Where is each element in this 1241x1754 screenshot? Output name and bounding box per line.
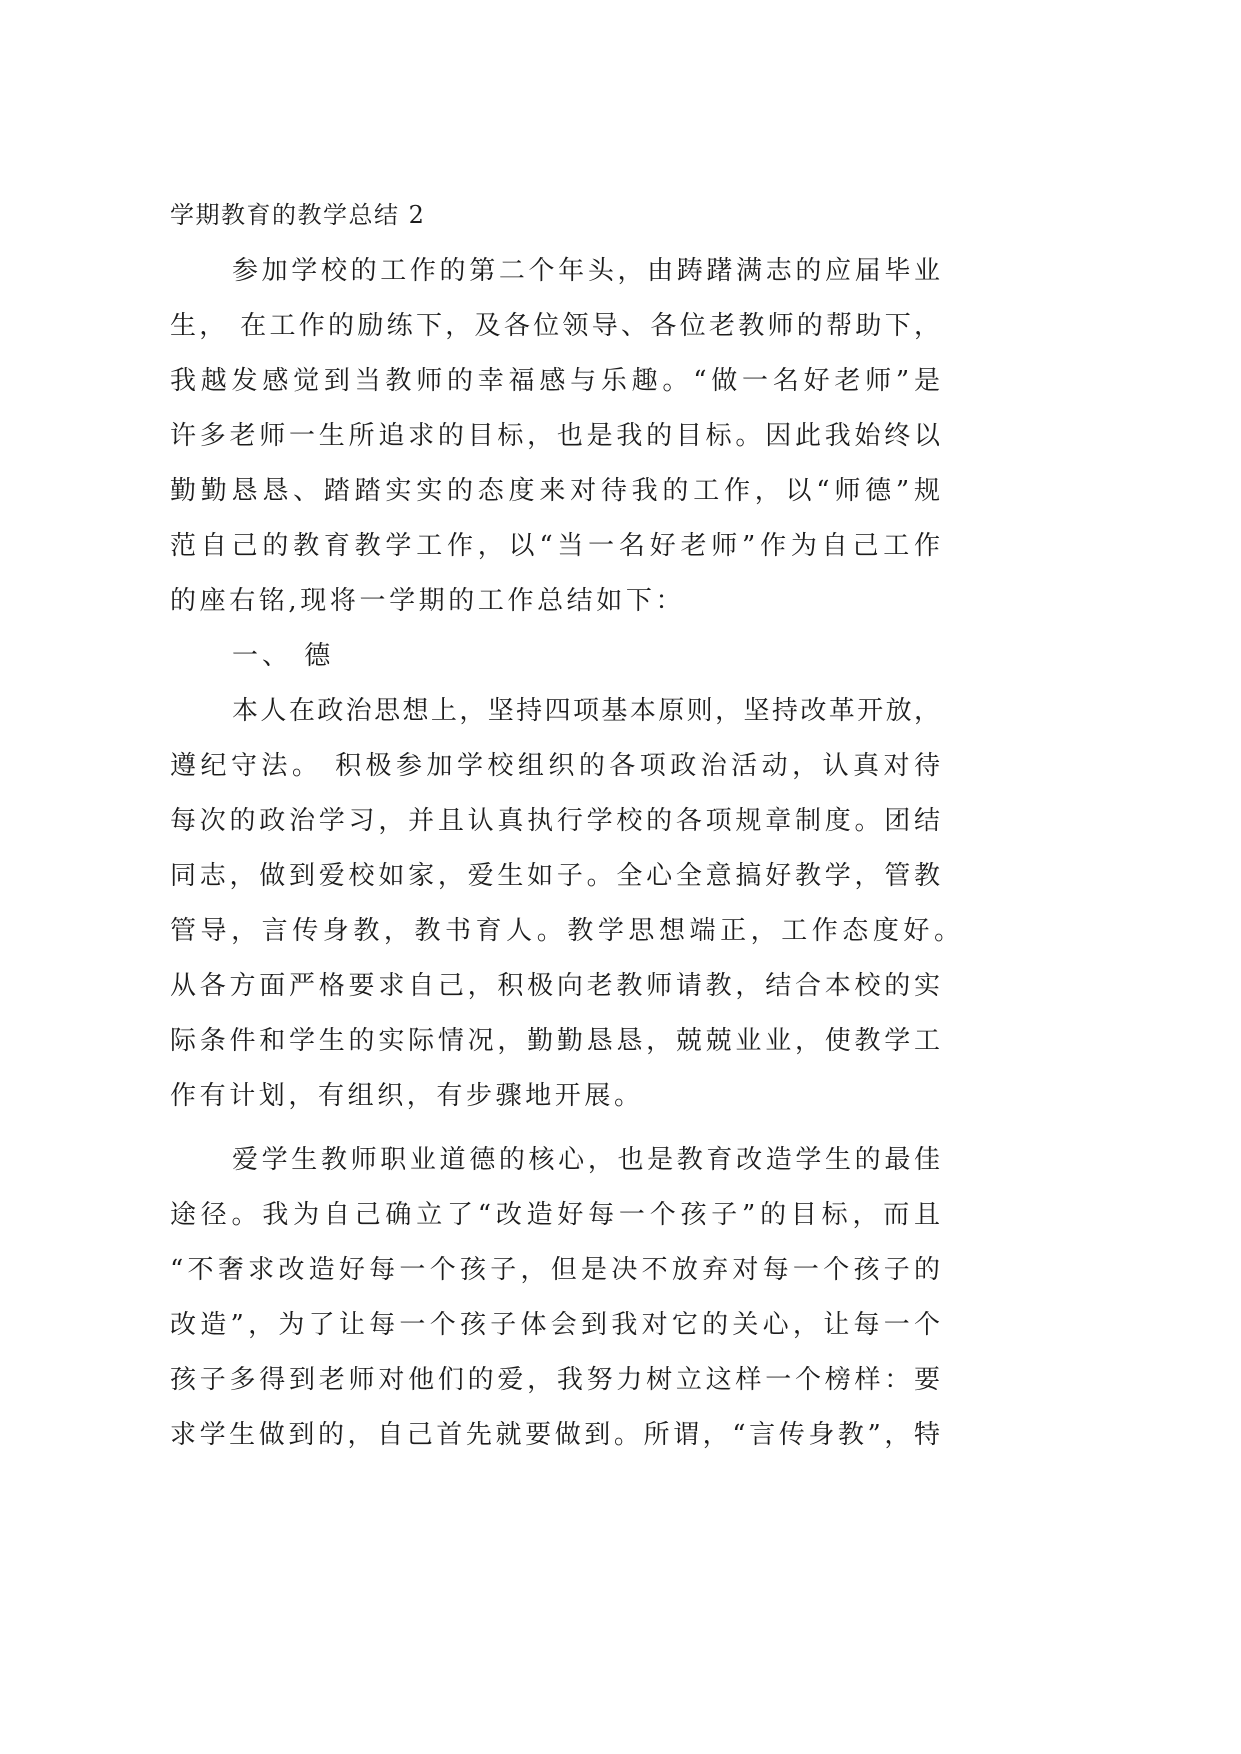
body-line: 作有计划，有组织，有步骤地开展。 [170, 1081, 644, 1111]
body-line: 爱学生教师职业道德的核心，也是教育改造学生的最佳 [232, 1145, 940, 1175]
body-line: 本人在政治思想上，坚持四项基本原则，坚持改革开放， [232, 696, 940, 726]
body-line: 的座右铭,现将一学期的工作总结如下： [170, 586, 686, 616]
body-line: 勤勤恳恳、踏踏实实的态度来对待我的工作，以“师德”规 [170, 476, 940, 506]
body-line: 际条件和学生的实际情况，勤勤恳恳，兢兢业业，使教学工 [170, 1026, 940, 1056]
body-line: “不奢求改造好每一个孩子，但是决不放弃对每一个孩子的 [170, 1255, 940, 1285]
body-line: 生， 在工作的励练下，及各位领导、各位老教师的帮助下， [170, 311, 940, 341]
document-title: 学期教育的教学总结 2 [170, 201, 426, 229]
body-line: 我越发感觉到当教师的幸福感与乐趣。“做一名好老师”是 [170, 366, 940, 396]
section-heading: 一、 德 [232, 641, 335, 671]
body-line: 范自己的教育教学工作，以“当一名好老师”作为自己工作 [170, 531, 940, 561]
body-line: 求学生做到的，自己首先就要做到。所谓，“言传身教”，特 [170, 1420, 940, 1450]
body-line: 改造”，为了让每一个孩子体会到我对它的关心，让每一个 [170, 1310, 940, 1340]
body-line: 许多老师一生所追求的目标，也是我的目标。因此我始终以 [170, 421, 940, 451]
body-line: 遵纪守法。 积极参加学校组织的各项政治活动，认真对待 [170, 751, 940, 781]
body-line: 孩子多得到老师对他们的爱，我努力树立这样一个榜样：要 [170, 1365, 940, 1395]
body-line: 同志，做到爱校如家，爱生如子。全心全意搞好教学，管教 [170, 861, 940, 891]
body-line: 从各方面严格要求自己，积极向老教师请教，结合本校的实 [170, 971, 940, 1001]
body-line: 管导，言传身教，教书育人。教学思想端正，工作态度好。 [170, 916, 960, 946]
body-line: 途径。我为自己确立了“改造好每一个孩子”的目标，而且 [170, 1200, 940, 1230]
body-line: 每次的政治学习，并且认真执行学校的各项规章制度。团结 [170, 806, 940, 836]
body-line: 参加学校的工作的第二个年头，由踌躇满志的应届毕业 [232, 256, 940, 286]
